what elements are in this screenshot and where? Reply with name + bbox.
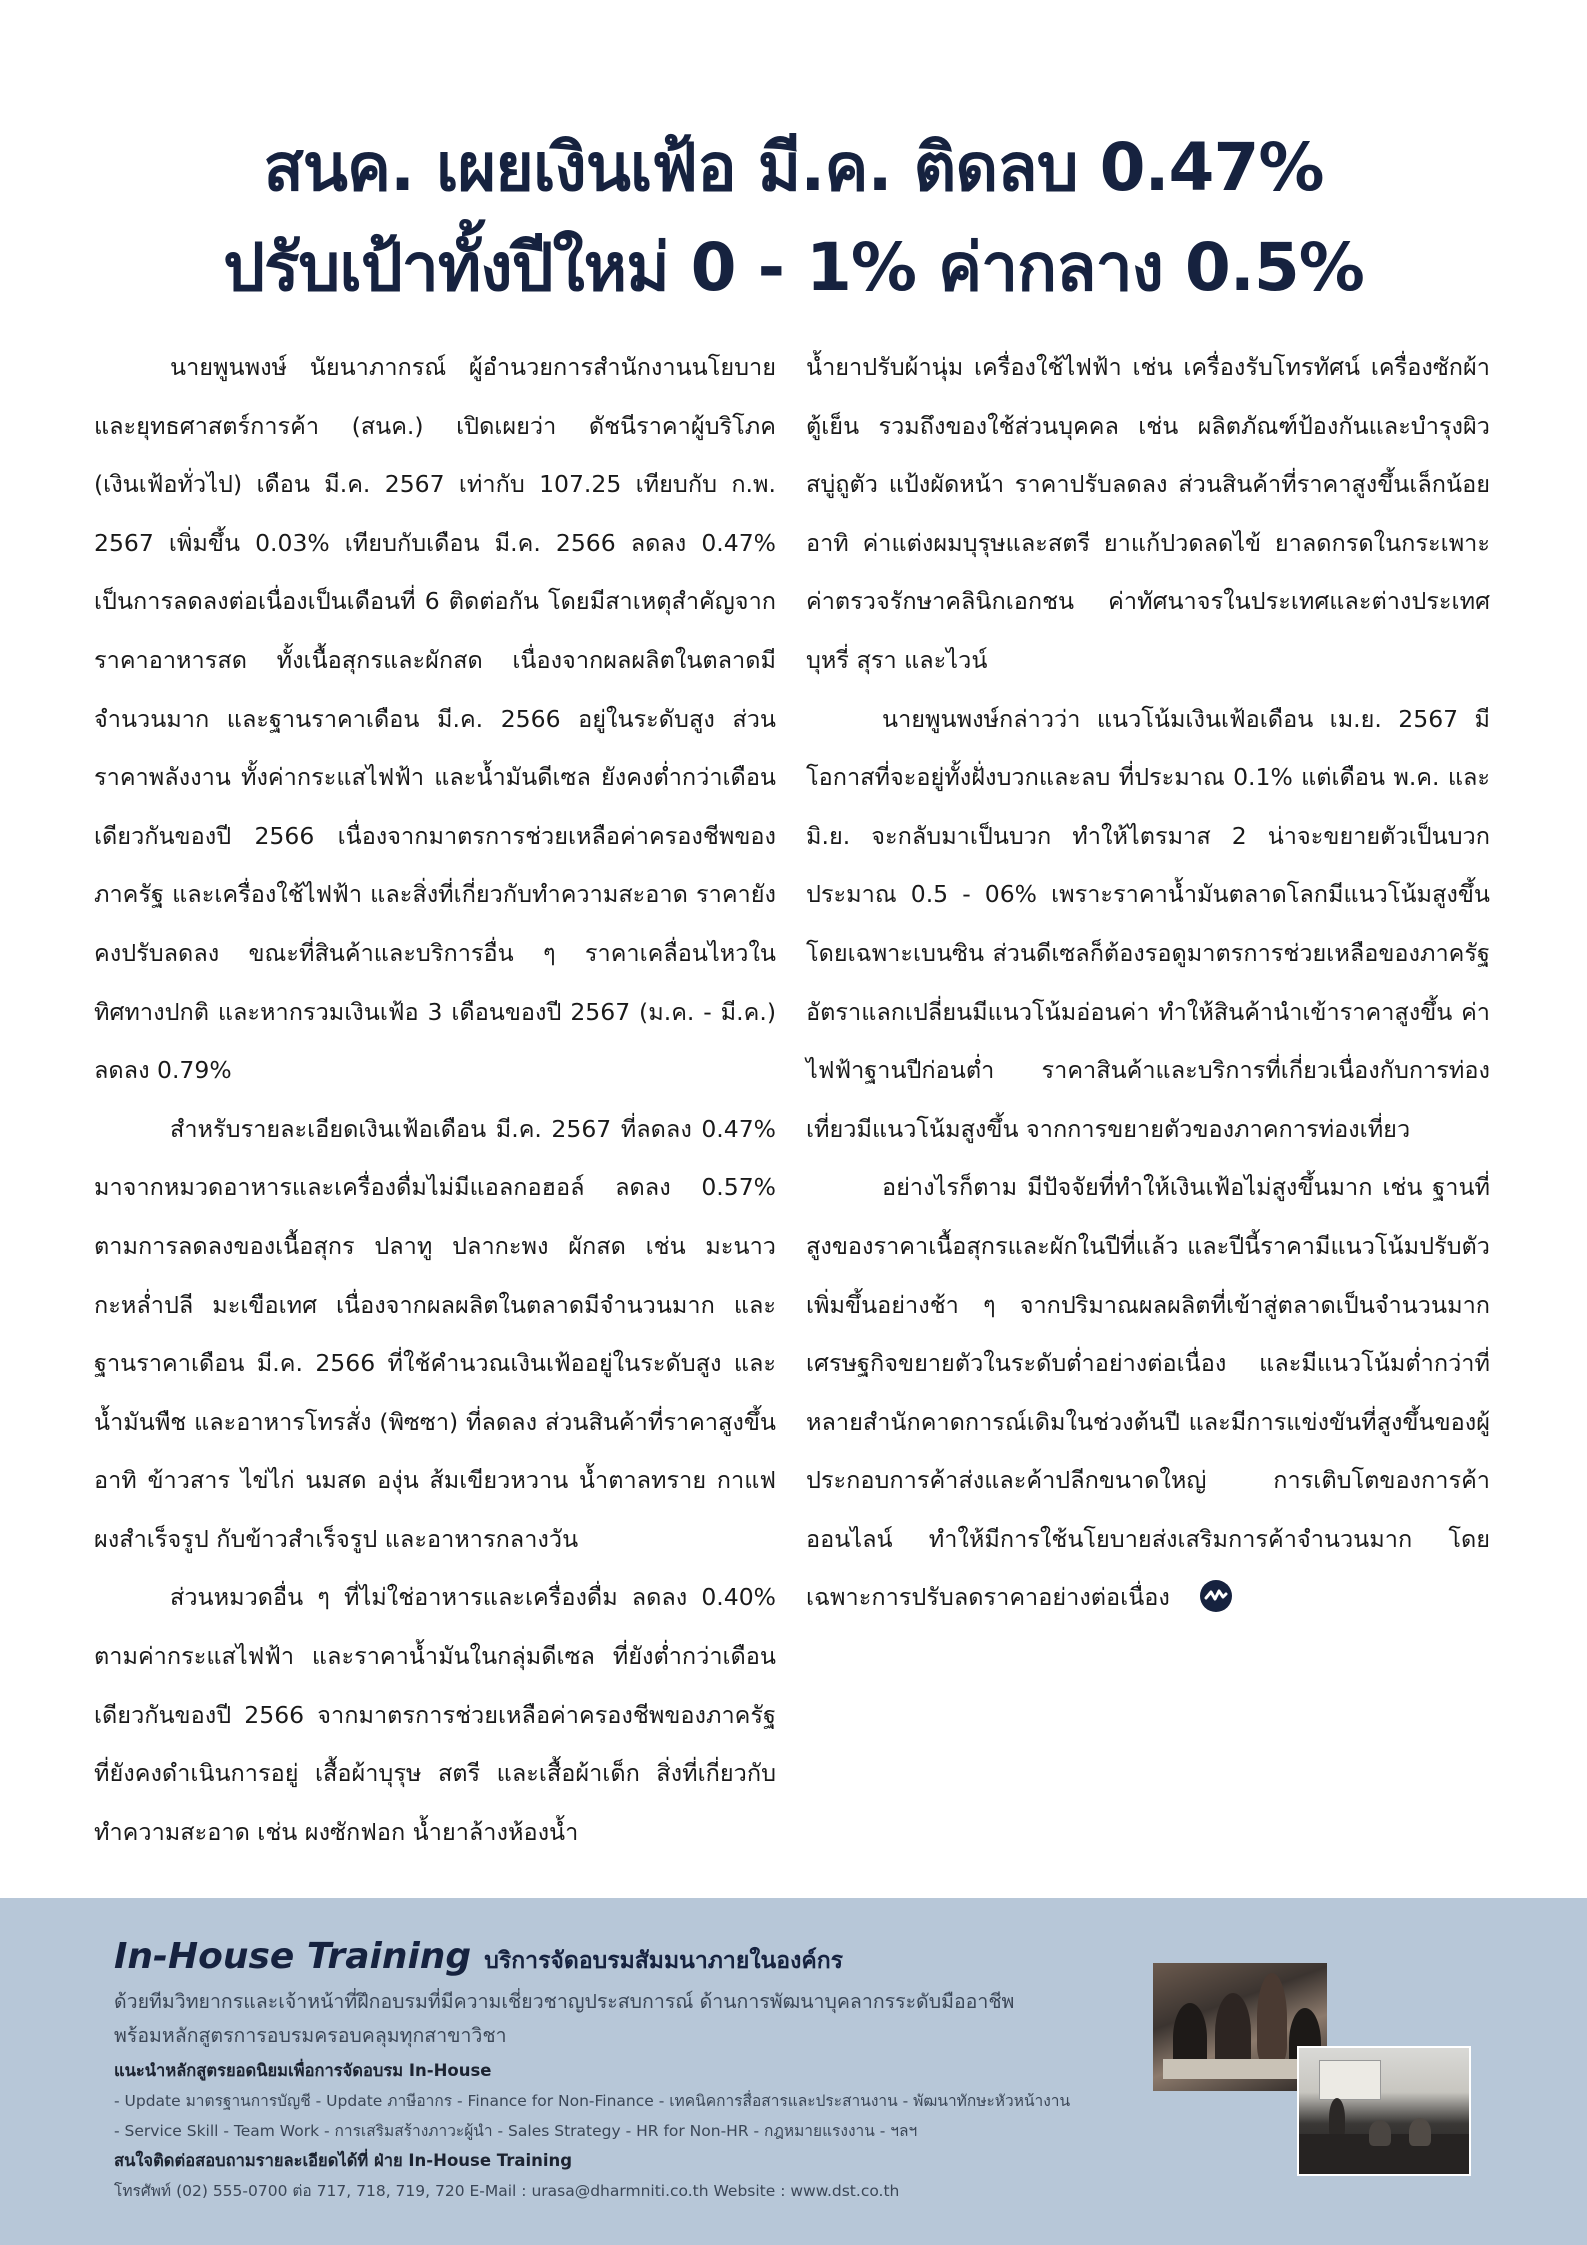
footer-heading [114,1936,843,1979]
contact-heading: สนใจติดต่อสอบถามรายละเอียดได้ที่ ฝ่าย In-House Training [114,2151,573,2170]
footer-description: ด้วยทีมวิทยากรและเจ้าหน้าที่ฝึกอบรมที่มีความเชี่ยวชาญประสบการณ์ ด้านการพัฒนาบุคลากรระดับมืออาชีพ [114,1990,1015,2013]
paragraph: น้ำยาปรับผ้านุ่ม เครื่องใช้ไฟฟ้า เช่น เครื่องรับโทรทัศน์ เครื่องซักผ้า ตู้เย็น รวมถึงของใช้ส่วนบุคคล เช่น ผลิตภัณฑ์ป้องกันและบำรุงผิว สบู่ถูตัว แป้งผัดหน้า ราคาปรับลดลง ส่วนสินค้าที่ราคาสูงขึ้นเล็กน้อย อาทิ ค่าแต่งผมบุรุษและสตรี ยาแก้ปวดลดไข้ ยาลดกรดในกระเพาะ ค่าตรวจรักษาคลินิกเอกชน ค่าทัศนาจรในประเทศและต่างประเทศ บุหรี่ สุรา และไวน์ [806,353,1490,674]
courses-list: - Update มาตรฐานการบัญชี - Update ภาษีอากร - Finance for Non-Finance - เทคนิคการสื่อสารและประสานงาน - พัฒนาทักษะหัวหน้างาน [114,2092,1071,2110]
footer-description: พร้อมหลักสูตรการอบรมครอบคลุมทุกสาขาวิชา [114,2024,507,2047]
paragraph: สำหรับรายละเอียดเงินเฟ้อเดือน มี.ค. 2567 ที่ลดลง 0.47% มาจากหมวดอาหารและเครื่องดื่มไม่มีแอลกอฮอล์ ลดลง 0.57% ตามการลดลงของเนื้อสุกร ปลาทู ปลากะพง ผักสด เช่น มะนาว กะหล่ำปลี มะเขือเทศ เนื่องจากผลผลิตในตลาดมีจำนวนมาก และฐานราคาเดือน มี.ค. 2566 ที่ใช้คำนวณเงินเฟ้ออยู่ในระดับสูง และน้ำมันพืช และอาหารโทรสั่ง (พิซซา) ที่ลดลง ส่วนสินค้าที่ราคาสูงขึ้น อาทิ ข้าวสาร ไข่ไก่ นมสด องุ่น ส้มเขียวหวาน น้ำตาลทราย กาแฟผงสำเร็จรูป กับข้าวสำเร็จรูป และอาหารกลางวัน [94,1114,776,1553]
title-line-1: สนค. เผยเงินเฟ้อ มี.ค. ติดลบ 0.47% [263,129,1324,206]
footer-brand-subtitle: บริการจัดอบรมสัมมนาภายในองค์กร [484,1948,843,1974]
paragraph: นายพูนพงษ์ นัยนาภากรณ์ ผู้อำนวยการสำนักงานนโยบายและยุทธศาสตร์การค้า (สนค.) เปิดเผยว่า ดัชนีราคาผู้บริโภค (เงินเฟ้อทั่วไป) เดือน มี.ค. 2567 เท่ากับ 107.25 เทียบกับ ก.พ. 2567 เพิ่มขึ้น 0.03% เทียบกับเดือน มี.ค. 2566 ลดลง 0.47% เป็นการลดลงต่อเนื่องเป็นเดือนที่ 6 ติดต่อกัน โดยมีสาเหตุสำคัญจากราคาอาหารสด ทั้งเนื้อสุกรและผักสด เนื่องจากผลผลิตในตลาดมีจำนวนมาก และฐานราคาเดือน มี.ค. 2566 อยู่ในระดับสูง ส่วนราคาพลังงาน ทั้งค่ากระแสไฟฟ้า และน้ำมันดีเซล ยังคงต่ำกว่าเดือนเดียวกันของปี 2566 เนื่องจากมาตรการช่วยเหลือค่าครองชีพของภาครัฐ และเครื่องใช้ไฟฟ้า และสิ่งที่เกี่ยวกับทำความสะอาด ราคายังคงปรับลดลง ขณะที่สินค้าและบริการอื่น ๆ ราคาเคลื่อนไหวในทิศทางปกติ และหากรวมเงินเฟ้อ 3 เดือนของปี 2567 (ม.ค. - มี.ค.) ลดลง 0.79% [94,353,776,1085]
article-column-right [806,338,1490,1627]
title-line-2: ปรับเป้าทั้งปีใหม่ 0 - 1% ค่ากลาง 0.5% [223,229,1364,306]
magazine-logo-icon [1200,1580,1232,1612]
paragraph: ส่วนหมวดอื่น ๆ ที่ไม่ใช่อาหารและเครื่องดื่ม ลดลง 0.40% ตามค่ากระแสไฟฟ้า และราคาน้ำมันในกลุ่มดีเซล ที่ยังต่ำกว่าเดือนเดียวกันของปี 2566 จากมาตรการช่วยเหลือค่าครองชีพของภาครัฐที่ยังคงดำเนินการอยู่ เสื้อผ้าบุรุษ สตรี และเสื้อผ้าเด็ก สิ่งที่เกี่ยวกับทำความสะอาด เช่น ผงซักฟอก น้ำยาล้างห้องน้ำ [94,1583,776,1846]
footer-brand: In-House Training [114,1936,472,1977]
article-title [0,118,1587,318]
paragraph: นายพูนพงษ์กล่าวว่า แนวโน้มเงินเฟ้อเดือน เม.ย. 2567 มีโอกาสที่จะอยู่ทั้งฝั่งบวกและลบ ที่ประมาณ 0.1% แต่เดือน พ.ค. และ มิ.ย. จะกลับมาเป็นบวก ทำให้ไตรมาส 2 น่าจะขยายตัวเป็นบวกประมาณ 0.5 - 06% เพราะราคาน้ำมันตลาดโลกมีแนวโน้มสูงขึ้น โดยเฉพาะเบนซิน ส่วนดีเซลก็ต้องรอดูมาตรการช่วยเหลือของภาครัฐ อัตราแลกเปลี่ยนมีแนวโน้มอ่อนค่า ทำให้สินค้านำเข้าราคาสูงขึ้น ค่าไฟฟ้าฐานปีก่อนต่ำ ราคาสินค้าและบริการที่เกี่ยวเนื่องกับการท่องเที่ยวมีแนวโน้มสูงขึ้น จากการขยายตัวของภาคการท่องเที่ยว [806,704,1490,1143]
paragraph-text: อย่างไรก็ตาม มีปัจจัยที่ทำให้เงินเฟ้อไม่สูงขึ้นมาก เช่น ฐานที่สูงของราคาเนื้อสุกรและผักในปีที่แล้ว และปีนี้ราคามีแนวโน้มปรับตัวเพิ่มขึ้นอย่างช้า ๆ จากปริมาณผลผลิตที่เข้าสู่ตลาดเป็นจำนวนมาก เศรษฐกิจขยายตัวในระดับต่ำอย่างต่อเนื่อง และมีแนวโน้มต่ำกว่าที่หลายสำนักคาดการณ์เดิมในช่วงต้นปี และมีการแข่งขันที่สูงขึ้นของผู้ประกอบการค้าส่งและค้าปลีกขนาดใหญ่ การเติบโตของการค้าออนไลน์ ทำให้มีการใช้นโยบายส่งเสริมการค้าจำนวนมาก โดยเฉพาะการปรับลดราคาอย่างต่อเนื่อง [806,1173,1490,1612]
article-column-left [94,338,776,1861]
courses-heading: แนะนำหลักสูตรยอดนิยมเพื่อการจัดอบรม In-House [114,2061,492,2080]
paragraph [806,1158,1490,1627]
courses-list: - Service Skill - Team Work - การเสริมสร้างภาวะผู้นำ - Sales Strategy - HR for Non-HR - กฎหมายแรงงาน - ฯลฯ [114,2122,918,2140]
contact-info: โทรศัพท์ (02) 555-0700 ต่อ 717, 718, 719, 720 E-Mail : urasa@dharmniti.co.th Website : www.dst.co.th [114,2182,900,2200]
seminar-photo [1297,2046,1471,2176]
footer-advertisement [0,1898,1587,2245]
